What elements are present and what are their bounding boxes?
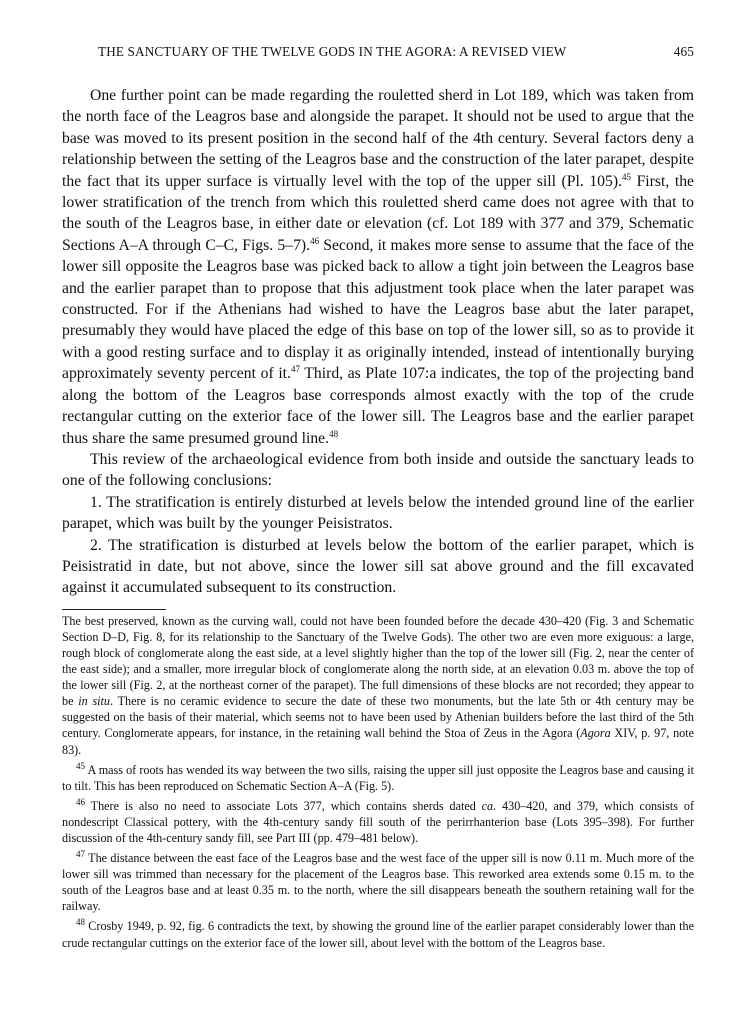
page-number: 465 — [673, 44, 694, 59]
footnote-ref-46[interactable]: 46 — [310, 235, 320, 246]
footnote-continuation: The best preserved, known as the curving wall, could not have been founded before the decade 430–420 (Fig. 3 and Schematic Section D–D, Fig. 8, for its relationship to the Sanctuary of the Twelve Gods). The other two are even more exiguous: a large, rough block of conglomerate along the east side, at a level slightly higher than the top of the lower sill (Fig. 2, near the center of the east side); and a smaller, more irregular block of conglomerate along the north side, at an elevation 0.03 m. above the top of the lower sill (Fig. 2, at the northeast corner of the parapet). The full dimensions of these blocks are not recorded; they appear to be in situ. There is no ceramic evidence to secure the date of these two monuments, but the late 5th or 4th century may be suggested on the basis of their material, which seems not to have been used by Athenian builders before the last third of the 5th century. Conglomerate appears, for instance, in the retaining wall behind the Stoa of Zeus in the Agora (Agora XIV, p. 97, note 83). — [62, 613, 695, 757]
paragraph-text: One further point can be made regarding the rouletted sherd in Lot 189, which was taken from the north face of the Leagros base and alongside the parapet. It should not be used to argue that the base was moved to its present position in the second half of the 4th century. Several factors deny a relationship between the setting of the Leagros base and the construction of the later parapet, despite the fact that its upper surface is virtually level with the top of the upper sill (Pl. 105). — [62, 87, 694, 190]
conclusion-item-2: 2. The stratification is disturbed at levels below the bottom of the earlier parapet, which is Peisistratid in date, but not above, since the lower sill sat above ground and the fill excavated against it accumulated subsequent to its construction. — [62, 536, 694, 597]
paragraph-leagros-base — [62, 85, 694, 449]
footnote-47: $^{47}$ The distance between the east face of the Leagros base and the west face of the upper sill is now 0.11 m. Much more of the lower sill was trimmed than necessary for the placement of the Leagros base. This reworked area extends some 0.15 m. to the south of the Leagros base and at least 0.35 m. to the north, where the sill disappears beneath the southern retaining wall for the railway. — [62, 849, 694, 914]
footnote-45: $^{45}$ A mass of roots has wended its way between the two sills, raising the upper sill just opposite the Leagros base and causing it to tilt. This has been reproduced on Schematic Section A–A (Fig. 5). — [62, 760, 694, 793]
footnote-divider — [62, 609, 166, 610]
paragraph-text: Third, as Plate 107:a indicates, the top of the projecting band along the bottom of the Leagros base corresponds almost exactly with the top of the crude rectangular cutting on the exterior face of the lower sill. The Leagros base and the earlier parapet thus share the same presumed ground line. — [62, 365, 694, 447]
footnote-number: 48 — [76, 917, 85, 928]
footnote-number: 47 — [76, 849, 85, 860]
main-text — [62, 85, 694, 599]
running-header — [62, 44, 694, 64]
footnote-46: $^{46}$ There is also no need to associate Lots 377, which contains sherds dated ca. 430–420, and 379, which consists of nondescript Classical pottery, with the 4th-century sandy fill south of the perirrhanterion base (Lots 395–398). For further discussion of the 4th-century sandy fill, see Part III (pp. 479–481 below). — [62, 796, 694, 845]
running-title: THE SANCTUARY OF THE TWELVE GODS IN THE AGORA: A REVISED VIEW — [98, 44, 567, 59]
footnote-ref-47[interactable]: 47 — [290, 364, 300, 375]
footnotes — [62, 613, 694, 951]
paragraph-text: First, the lower stratification of the trench from which this rouletted sherd came does not agree with that to the south of the Leagros base, in either date or elevation (cf. Lot 189 with 377 and 379, Schematic Sections A–A through C–C, Figs. 5–7). — [62, 172, 695, 254]
footnote-number: 46 — [76, 796, 85, 807]
footnote-number: 45 — [76, 760, 85, 771]
footnote-ref-48[interactable]: 48 — [329, 428, 339, 439]
conclusion-item-1: 1. The stratification is entirely disturbed at levels below the intended ground line of the earlier parapet, which was built by the younger Peisistratos. — [62, 493, 694, 533]
page — [62, 44, 694, 951]
paragraph-review: This review of the archaeological evidence from both inside and outside the sanctuary leads to one of the following conclusions: — [62, 450, 694, 490]
paragraph-text: Second, it makes more sense to assume that the face of the lower sill opposite the Leagros base was picked back to allow a tight join between the Leagros base and the earlier parapet than to propose that this adjustment took place when the later parapet was constructed. For if the Athenians had wished to have the Leagros base abut the later parapet, presumably they would have placed the edge of this base on top of the lower sill, so as to provide it with a good resting surface and to display it as originally intended, instead of intentionally burying approximately seventy percent of it. — [62, 236, 694, 383]
footnote-48: $^{48}$ Crosby 1949, p. 92, fig. 6 contradicts the text, by showing the ground line of the earlier parapet considerably lower than the crude rectangular cuttings on the exterior face of the lower sill, about level with the bottom of the Leagros base. — [62, 917, 694, 950]
footnote-ref-45[interactable]: 45 — [622, 171, 631, 182]
